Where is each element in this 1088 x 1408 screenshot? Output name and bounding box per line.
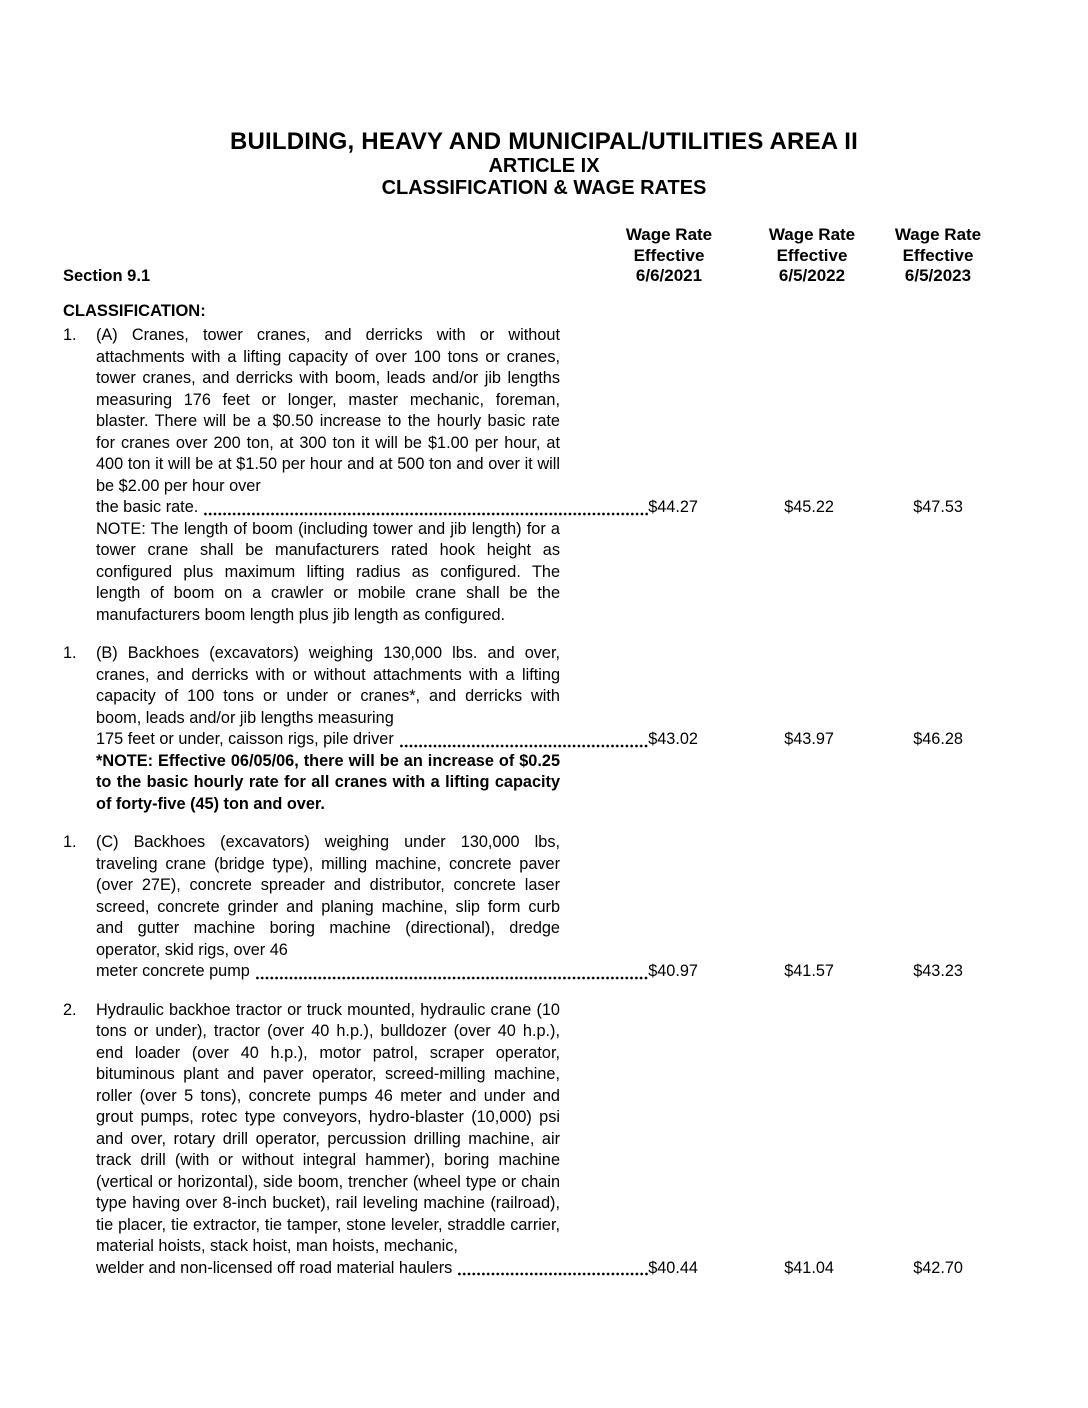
item-leader-text: meter concrete pump: [96, 962, 250, 980]
item-body: (B) Backhoes (excavators) weighing 130,000 lbs. and over, cranes, and derricks with or without attachments with a lifting capacity of 100 tons or under or cranes*, and derricks with boom, leads and/or jib lengths measuring: [96, 644, 560, 727]
item-rate-2022: $41.57: [784, 962, 834, 980]
item-leader-text: welder and non-licensed off road material haulers: [96, 1258, 453, 1277]
item-content: [96, 643, 963, 815]
wage-rate-header-2021-line1: Wage Rate: [625, 225, 713, 244]
item-rate-2021: $40.44: [648, 1258, 698, 1277]
dot-leader: [203, 511, 648, 517]
classification-item: [63, 643, 963, 815]
item-rate-line: [96, 497, 963, 519]
item-rate-line: [96, 729, 963, 751]
dot-leader: [255, 975, 648, 981]
item-rate-2023: $47.53: [913, 498, 963, 516]
classification-heading: CLASSIFICATION:: [63, 302, 206, 320]
classification-item: [63, 1000, 963, 1280]
article-subtitle: ARTICLE IX: [488, 155, 600, 177]
wage-rate-header-2022-line2: Effective: [776, 245, 848, 265]
wage-rate-header-2022: [757, 225, 867, 287]
item-leader-text: 175 feet or under, caisson rigs, pile driver: [96, 730, 394, 748]
wage-rate-header-2021-date: 6/6/2021: [635, 266, 703, 285]
item-number: 1.: [63, 326, 77, 344]
wage-rate-header-2022-date: 6/5/2022: [778, 266, 846, 285]
classification-list: [63, 325, 963, 1279]
document-title: BUILDING, HEAVY AND MUNICIPAL/UTILITIES AREA II: [229, 128, 859, 155]
classification-item: [63, 832, 963, 983]
item-rate-line: [96, 961, 963, 983]
item-rate-2022: $43.97: [784, 730, 834, 748]
item-body: Hydraulic backhoe tractor or truck mounted, hydraulic crane (10 tons or under), tractor (over 40 h.p.), bulldozer (over 40 h.p.), end loader (over 40 h.p.), motor patrol, scraper operator, bituminous plant and paver operator, screed-milling machine, roller (over 5 tons), concrete pumps 46 meter and under and grout pumps, rotec type conveyors, hydro-blaster (10,000) psi and over, rotary drill operator, percussion drilling machine, air track drill (with or without integral hammer), boring machine (vertical or horizontal), side boom, trencher (wheel type or chain type having over 8-inch bucket), rail leveling machine (railroad), tie placer, tie extractor, tie tamper, stone leveler, straddle carrier, material hoists, stack hoist, man hoists, mechanic,: [96, 1000, 560, 1255]
item-number: 1.: [63, 833, 77, 851]
classification-item: [63, 325, 963, 626]
item-rate-2021: $40.97: [648, 962, 698, 980]
item-rate-2021: $43.02: [648, 730, 698, 748]
item-rate-2023: $42.70: [913, 1258, 963, 1277]
classification-wage-rates-subtitle: CLASSIFICATION & WAGE RATES: [381, 177, 707, 199]
dot-leader: [457, 1271, 648, 1277]
item-number: 1.: [63, 644, 77, 662]
item-content: [96, 325, 963, 626]
wage-rate-header-2023-line2: Effective: [902, 245, 974, 265]
item-note: NOTE: The length of boom (including tower and jib length) for a tower crane shall be manufacturers rated hook height as configured plus maximum lifting radius as configured. The length of boom on a crawler or mobile crane shall be the manufacturers boom length plus jib length as configured.: [96, 519, 560, 624]
column-header-row: [0, 225, 1088, 286]
wage-rate-header-2023-line1: Wage Rate: [894, 225, 982, 244]
item-rate-2023: $46.28: [913, 730, 963, 748]
wage-rate-header-2023: [883, 225, 993, 287]
item-rate-2023: $43.23: [913, 962, 963, 980]
item-rate-line: [96, 1258, 963, 1280]
item-note: *NOTE: Effective 06/05/06, there will be an increase of $0.25 to the basic hourly rate for all cranes with a lifting capacity of forty-five (45) ton and over.: [96, 751, 560, 813]
title-block: [0, 128, 1088, 199]
item-content: [96, 1000, 963, 1280]
wage-rate-header-2021-line2: Effective: [633, 245, 705, 265]
item-body: (C) Backhoes (excavators) weighing under 130,000 lbs, traveling crane (bridge type), milling machine, concrete paver (over 27E), concrete spreader and distributor, concrete laser screed, concrete grinder and planing machine, slip form curb and gutter machine boring machine (directional), dredge operator, skid rigs, over 46: [96, 833, 560, 959]
wage-rate-header-2021: [614, 225, 724, 287]
item-leader-text: the basic rate.: [96, 498, 199, 516]
item-number: 2.: [63, 1000, 77, 1019]
wage-rate-header-2022-line1: Wage Rate: [768, 225, 856, 244]
item-body: (A) Cranes, tower cranes, and derricks with or without attachments with a lifting capacity of over 100 tons or cranes, tower cranes, and derricks with boom, leads and/or jib lengths measuring 176 feet or longer, master mechanic, foreman, blaster. There will be a $0.50 increase to the hourly basic rate for cranes over 200 ton, at 300 ton it will be $1.00 per hour, at 400 ton it will be at $1.50 per hour and at 500 ton and over it will be $2.00 per hour over: [96, 326, 560, 495]
wage-rate-header-2023-date: 6/5/2023: [904, 266, 972, 285]
item-rate-2022: $41.04: [784, 1258, 834, 1277]
item-rate-2021: $44.27: [648, 498, 698, 516]
dot-leader: [399, 743, 648, 749]
item-content: [96, 832, 963, 983]
item-rate-2022: $45.22: [784, 498, 834, 516]
section-label: Section 9.1: [63, 267, 151, 285]
